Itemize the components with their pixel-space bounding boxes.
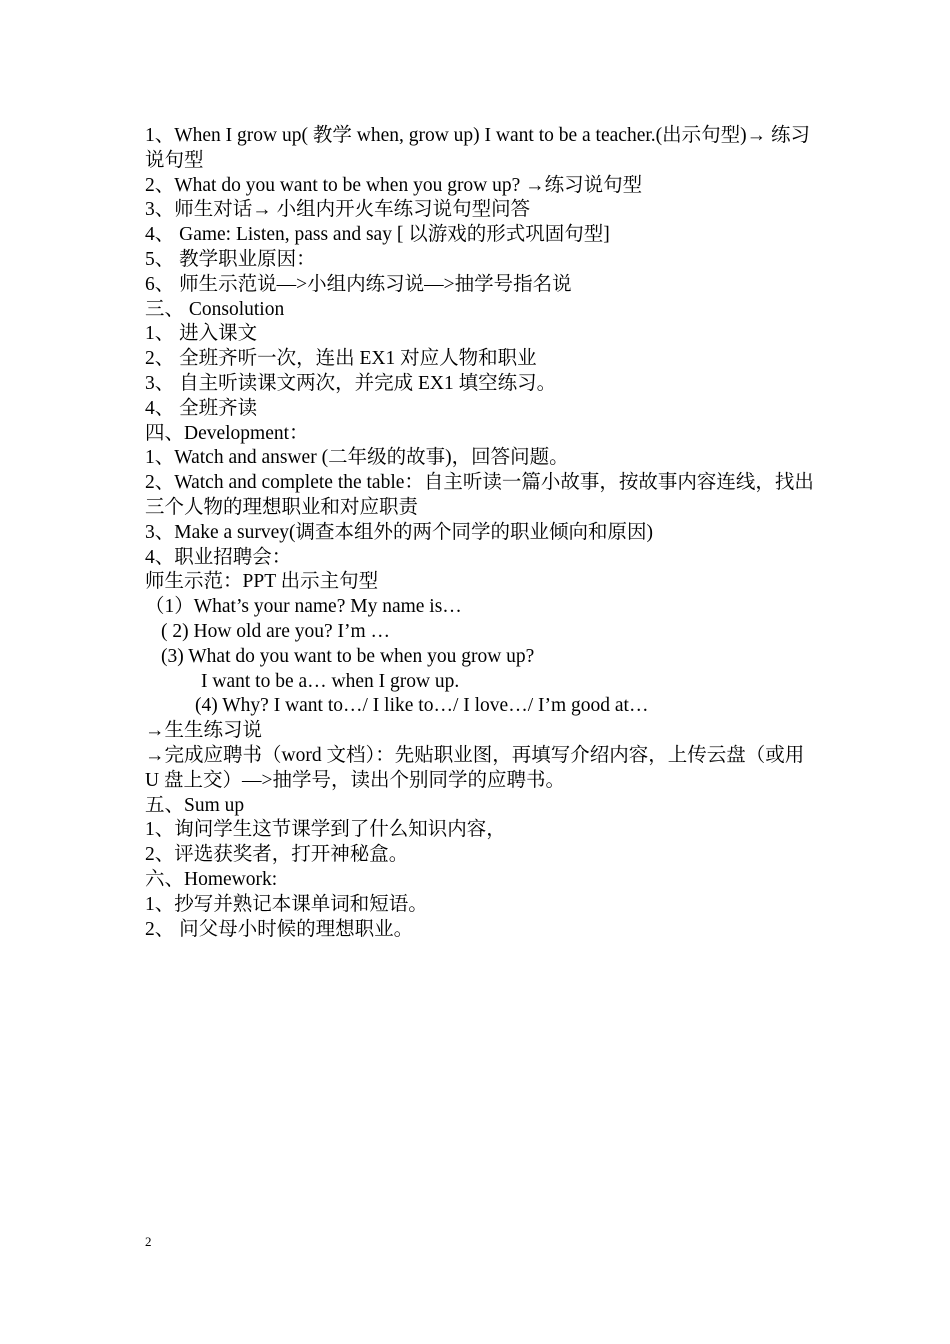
text-line: 师生示范：PPT 出示主句型 bbox=[145, 571, 379, 593]
text-line: 4、职业招聘会： bbox=[145, 546, 292, 568]
text-line: 五、Sum up bbox=[145, 794, 245, 816]
text-line: （1）What’s your name? My name is… bbox=[145, 596, 462, 618]
text-line: 三、 Consolution bbox=[145, 298, 285, 320]
text-line: 2、评选获奖者，打开神秘盒。 bbox=[145, 844, 409, 866]
text-line: 六、Homework: bbox=[145, 868, 278, 890]
text-line: 3、师生对话→ 小组内开火车练习说句型问答 bbox=[145, 199, 531, 221]
text-line: 2、What do you want to be when you grow up? →练习说句型 bbox=[145, 174, 643, 196]
text-line: 1、When I grow up( 教学 when, grow up) I want to be a teacher.(出示句型)→ 练习说句型 bbox=[145, 125, 810, 171]
text-line: 6、 师生示范说—>小组内练习说—>抽学号指名说 bbox=[145, 273, 572, 295]
text-line: 4、 全班齐读 bbox=[145, 397, 258, 419]
lesson-plan-body bbox=[145, 124, 815, 942]
text-line: ( 2) How old are you? I’m … bbox=[161, 620, 391, 642]
text-line: (3) What do you want to be when you grow up? bbox=[161, 645, 535, 667]
text-line: 4、 Game: Listen, pass and say [ 以游戏的形式巩固句型] bbox=[145, 224, 610, 246]
text-line: 1、Watch and answer (二年级的故事)，回答问题。 bbox=[145, 447, 569, 469]
text-line: (4) Why? I want to…/ I like to…/ I love…/ I’m good at… bbox=[195, 695, 649, 717]
text-line: 3、Make a survey(调查本组外的两个同学的职业倾向和原因) bbox=[145, 521, 654, 543]
text-line: 5、 教学职业原因： bbox=[145, 248, 316, 270]
text-line: 2、 全班齐听一次，连出 EX1 对应人物和职业 bbox=[145, 348, 537, 370]
page-number: 2 bbox=[145, 1234, 152, 1249]
text-line: 1、 进入课文 bbox=[145, 323, 258, 345]
text-line: I want to be a… when I grow up. bbox=[201, 670, 460, 692]
text-line: →完成应聘书（word 文档）：先贴职业图，再填写介绍内容，上传云盘（或用 U 盘上交）—>抽学号，读出个别同学的应聘书。 bbox=[145, 744, 805, 791]
text-line: 2、 问父母小时候的理想职业。 bbox=[145, 918, 414, 940]
text-line: 1、抄写并熟记本课单词和短语。 bbox=[145, 893, 428, 915]
text-line: 3、 自主听读课文两次，并完成 EX1 填空练习。 bbox=[145, 372, 557, 394]
text-line: 四、Development： bbox=[145, 422, 309, 444]
text-line: →生生练习说 bbox=[145, 720, 263, 742]
text-line: 1、询问学生这节课学到了什么知识内容， bbox=[145, 819, 506, 841]
text-line: 2、Watch and complete the table：自主听读一篇小故事，按故事内容连线，找出三个人物的理想职业和对应职责 bbox=[145, 472, 814, 518]
